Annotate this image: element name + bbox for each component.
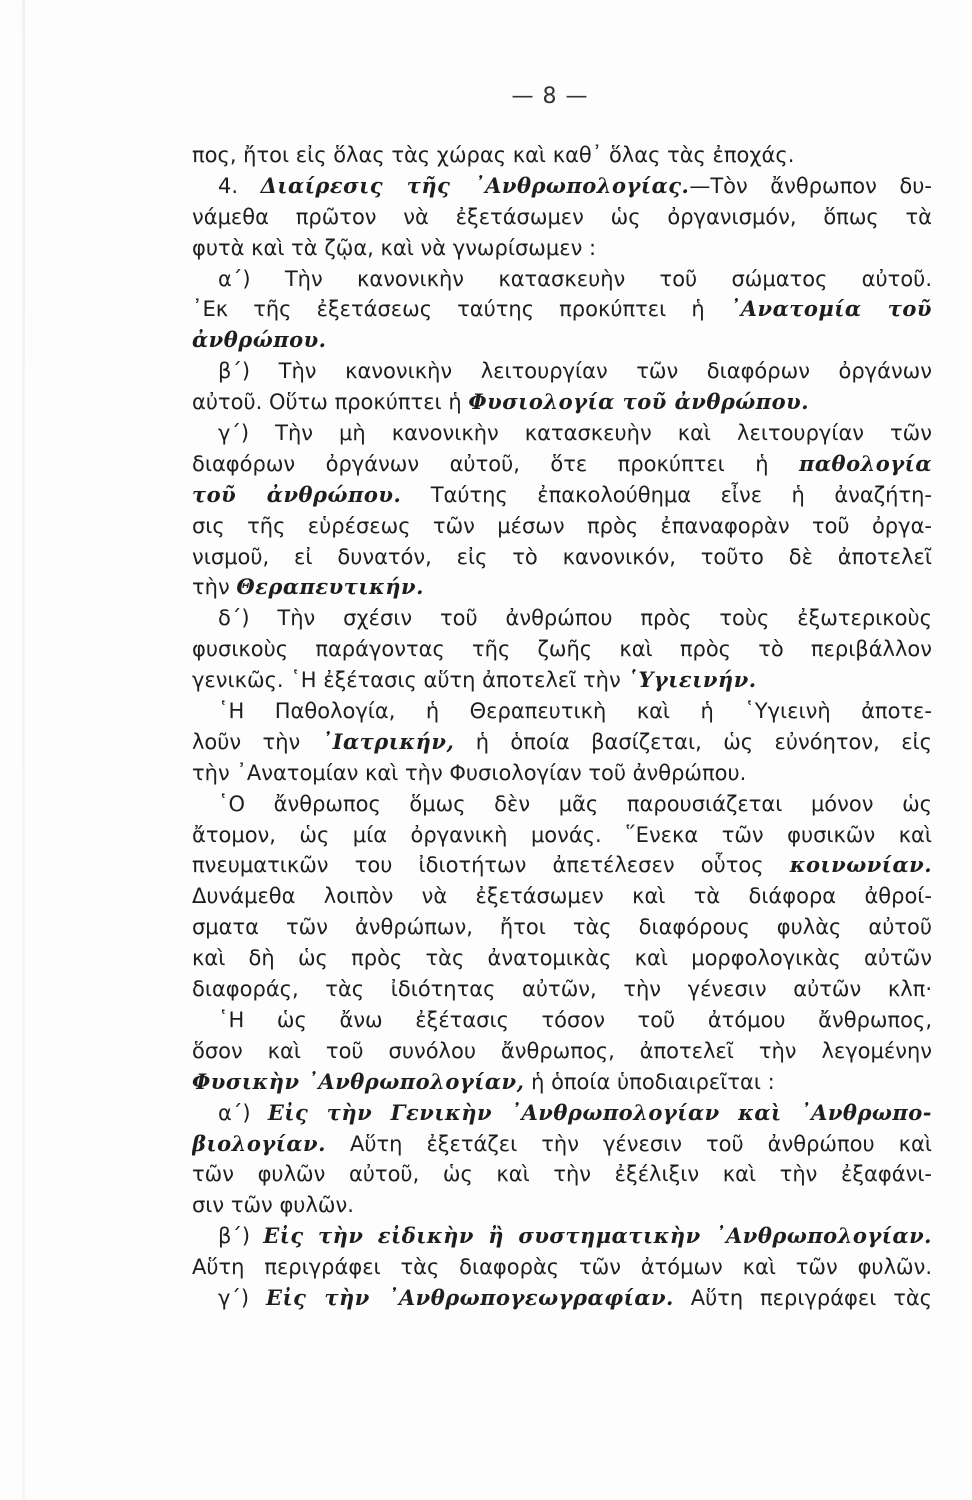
text-run: νάμεθα πρῶτον νὰ ἐξετάσωμεν ὡς ὀργανισμόν, ὅπως τὰ: [192, 204, 932, 229]
text-run: καὶ δὴ ὡς πρὸς τὰς ἀνατομικὰς καὶ μορφολογικὰς αὐτῶν: [192, 946, 932, 971]
text-run: α´): [218, 1100, 268, 1125]
emphasized-term: Φυσικὴν ᾽Ανθρωπολογίαν,: [192, 1068, 525, 1094]
text-run: ῾Η ὡς ἄνω ἐξέτασις τόσον τοῦ ἀτόμου ἄνθρωπος,: [218, 1007, 932, 1032]
emphasized-term: παθολογία: [799, 450, 932, 476]
text-line: [192, 665, 932, 696]
text-line: [192, 480, 932, 511]
text-line: [192, 511, 932, 542]
text-line: [192, 1129, 932, 1160]
text-run: ἡ ὁποία ὑποδιαιρεῖται :: [524, 1069, 775, 1094]
emphasized-term: ᾽Ιατρικήν,: [321, 728, 455, 754]
text-line: [192, 881, 932, 912]
emphasized-term: ῾Υγιεινήν.: [627, 667, 757, 693]
text-run: πος, ἤτοι εἰς ὅλας τὰς χώρας καὶ καθ᾽ ὅλας τὰς ἐποχάς.: [192, 143, 795, 167]
emphasized-term: βιολογίαν.: [192, 1130, 326, 1156]
text-line: [192, 140, 932, 171]
emphasized-term: κοινωνίαν.: [789, 852, 932, 878]
text-line: [192, 1005, 932, 1036]
text-run: διαφοράς, τὰς ἰδιότητας αὐτῶν, τὴν γένεσιν αὐτῶν κλπ·: [192, 977, 932, 1002]
text-line: [192, 912, 932, 943]
emphasized-term: Εἰς τὴν εἰδικὴν ἢ συστηματικὴν ᾽Ανθρωπολογίαν.: [263, 1223, 932, 1249]
text-run: φυτὰ καὶ τὰ ζῷα, καὶ νὰ γνωρίσωμεν :: [192, 235, 597, 260]
text-run: 4.: [218, 173, 261, 198]
binding-edge: [22, 0, 25, 1500]
text-run: σματα τῶν ἀνθρώπων, ἤτοι τὰς διαφόρους φυλὰς αὐτοῦ: [192, 915, 932, 940]
text-run: α´) Τὴν κανονικὴν κατασκευὴν τοῦ σώματος αὐτοῦ.: [218, 266, 932, 291]
body-text: [192, 140, 932, 1314]
text-line: [192, 572, 932, 603]
text-run: —Τὸν ἄνθρωπον δυ-: [689, 173, 932, 198]
text-line: [192, 325, 932, 356]
text-line: [192, 264, 932, 295]
emphasized-term: Εἰς τὴν Γενικὴν ᾽Ανθρωπολογίαν καὶ ᾽Ανθρωπο-: [267, 1099, 932, 1125]
emphasized-term: Εἰς τὴν ᾽Ανθρωπογεωγραφίαν.: [265, 1284, 674, 1310]
page-number: — 8 —: [511, 84, 589, 109]
text-run: φυσικοὺς παράγοντας τῆς ζωῆς καὶ πρὸς τὸ περιβάλλον: [192, 637, 932, 662]
emphasized-term: ᾽Ανατομία τοῦ: [729, 296, 932, 322]
text-run: ᾽Εκ τῆς ἐξετάσεως ταύτης προκύπτει ἡ: [192, 297, 730, 322]
text-line: [192, 294, 932, 325]
text-run: τῶν φυλῶν αὐτοῦ, ὡς καὶ τὴν ἐξέλιξιν καὶ τὴν ἐξαφάνι-: [192, 1162, 932, 1187]
text-run: ῾Ο ἄνθρωπος ὅμως δὲν μᾶς παρουσιάζεται μόνον ὡς: [218, 791, 932, 816]
text-line: [192, 1067, 932, 1098]
text-run: σιν τῶν φυλῶν.: [192, 1193, 354, 1218]
emphasized-term: Θεραπευτικήν.: [236, 574, 424, 600]
text-run: Δυνάμεθα λοιπὸν νὰ ἐξετάσωμεν καὶ τὰ διάφορα ἀθροί-: [192, 884, 932, 909]
text-line: [192, 542, 932, 573]
text-line: [192, 171, 932, 202]
text-run: νισμοῦ, εἰ δυνατόν, εἰς τὸ κανονικόν, τοῦτο δὲ ἀποτελεῖ: [192, 544, 932, 569]
text-run: λοῦν τὴν: [192, 729, 322, 754]
text-line: [192, 449, 932, 480]
text-run: αὐτοῦ. Οὕτω προκύπτει ἡ: [192, 390, 469, 415]
text-run: πνευματικῶν του ἰδιοτήτων ἀπετέλεσεν οὗτος: [192, 853, 790, 878]
text-line: [192, 1190, 932, 1221]
text-line: [192, 1283, 932, 1314]
text-line: [192, 387, 932, 418]
text-line: [192, 758, 932, 789]
text-run: ῾Η Παθολογία, ἡ Θεραπευτικὴ καὶ ἡ ῾Υγιεινὴ ἀποτε-: [218, 699, 932, 724]
text-run: ὅσον καὶ τοῦ συνόλου ἄνθρωπος, ἀποτελεῖ τὴν λεγομένην: [192, 1038, 932, 1063]
text-run: σις τῆς εὑρέσεως τῶν μέσων πρὸς ἐπαναφορὰν τοῦ ὀργα-: [192, 513, 932, 538]
text-line: [192, 1252, 932, 1283]
text-line: [192, 1098, 932, 1129]
text-line: [192, 820, 932, 851]
text-line: [192, 696, 932, 727]
emphasized-term: ἀνθρώπου.: [192, 327, 327, 353]
text-run: Αὕτη ἐξετάζει τὴν γένεσιν τοῦ ἀνθρώπου καὶ: [325, 1131, 932, 1156]
text-run: β´) Τὴν κανονικὴν λειτουργίαν τῶν διαφόρων ὀργάνων: [218, 359, 932, 384]
text-run: γ´) Τὴν μὴ κανονικὴν κατασκευὴν καὶ λειτουργίαν τῶν: [218, 421, 932, 446]
text-run: ἄτομον, ὡς μία ὀργανικὴ μονάς. ῞Ενεκα τῶν φυσικῶν καὶ: [192, 822, 932, 847]
text-run: διαφόρων ὀργάνων αὐτοῦ, ὅτε προκύπτει ἡ: [192, 451, 800, 476]
text-run: Αὕτη περιγράφει τὰς διαφορὰς τῶν ἀτόμων καὶ τῶν φυλῶν.: [192, 1255, 932, 1280]
text-line: [192, 603, 932, 634]
text-run: ἡ ὁποία βασίζεται, ὡς εὐνόητον, εἰς: [454, 729, 932, 754]
text-run: β´): [218, 1224, 264, 1249]
emphasized-term: Φυσιολογία τοῦ ἀνθρώπου.: [468, 389, 810, 415]
text-run: Αὕτη περιγράφει τὰς: [673, 1285, 932, 1310]
text-line: [192, 789, 932, 820]
text-line: [192, 1159, 932, 1190]
text-run: δ´) Τὴν σχέσιν τοῦ ἀνθρώπου πρὸς τοὺς ἐξωτερικοὺς: [218, 606, 932, 631]
text-line: [192, 1036, 932, 1067]
text-line: [192, 974, 932, 1005]
text-line: [192, 634, 932, 665]
emphasized-term: Διαίρεσις τῆς ᾽Ανθρωπολογίας.: [260, 172, 690, 198]
text-line: [192, 727, 932, 758]
text-line: [192, 850, 932, 881]
text-run: τὴν ᾽Ανατομίαν καὶ τὴν Φυσιολογίαν τοῦ ἀνθρώπου.: [192, 760, 747, 785]
text-run: τὴν: [192, 575, 237, 600]
text-line: [192, 1221, 932, 1252]
text-line: [192, 943, 932, 974]
text-run: Ταύτης ἐπακολούθημα εἶνε ἡ ἀναζήτη-: [401, 482, 932, 507]
text-line: [192, 233, 932, 264]
text-line: [192, 418, 932, 449]
emphasized-term: τοῦ ἀνθρώπου.: [192, 481, 402, 507]
text-run: γ´): [218, 1285, 266, 1310]
text-run: γενικῶς. ῾Η ἐξέτασις αὕτη ἀποτελεῖ τὴν: [192, 668, 628, 693]
text-line: [192, 202, 932, 233]
text-line: [192, 356, 932, 387]
